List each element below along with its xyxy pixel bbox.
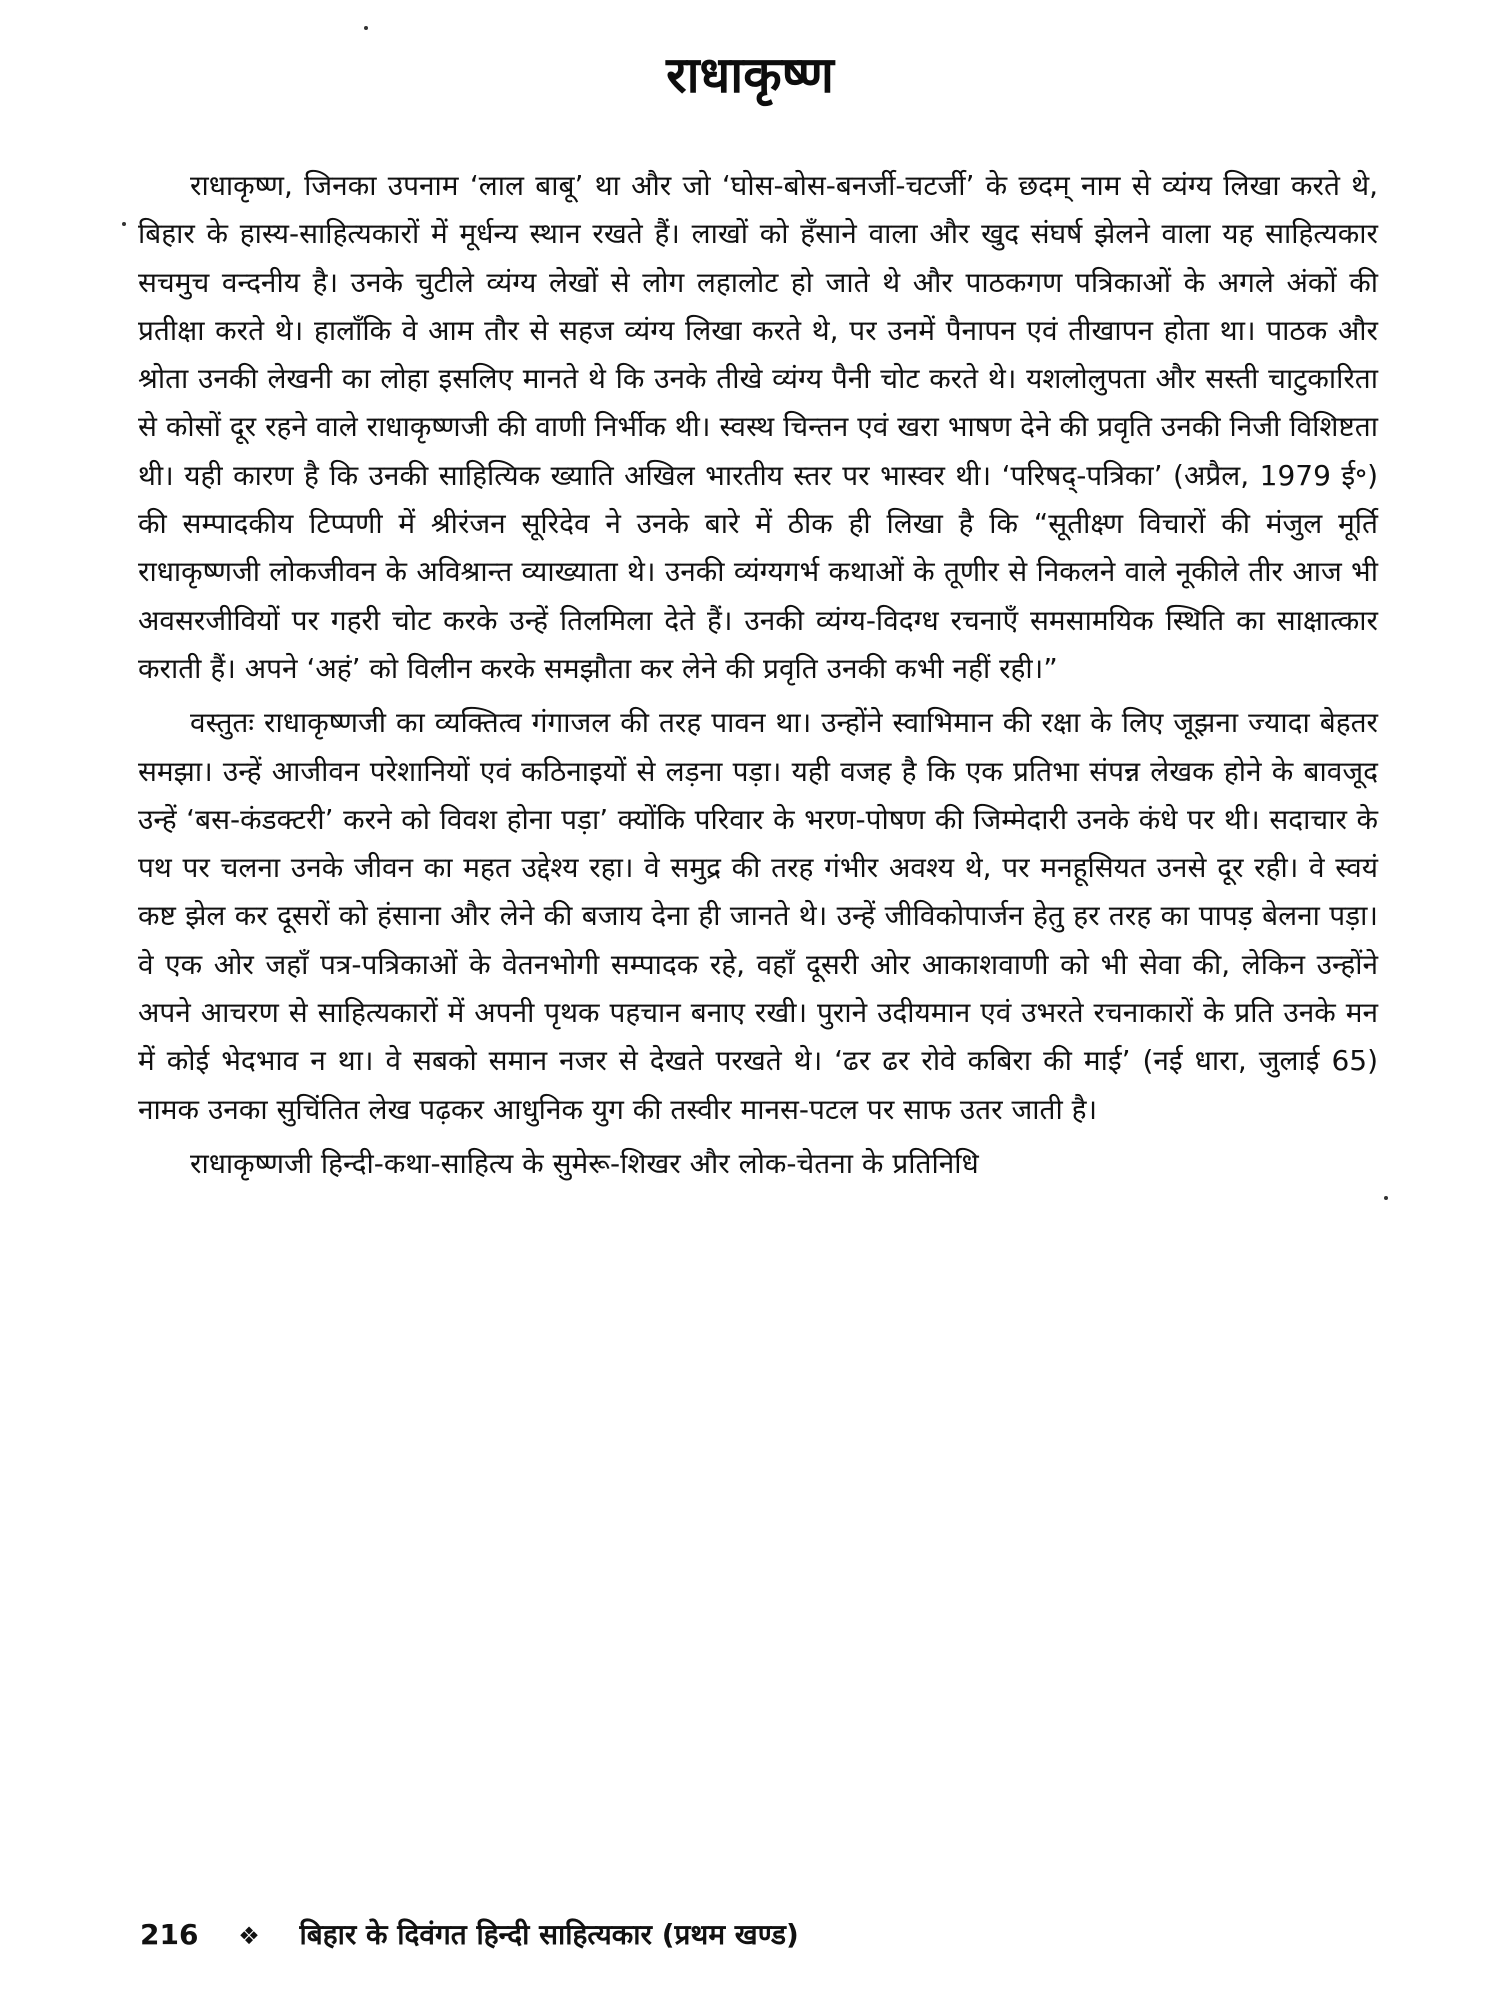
paragraph-2: वस्तुतः राधाकृष्णजी का व्यक्तित्व गंगाजल की तरह पावन था। उन्होंने स्वाभिमान की रक्षा के लिए जूझना ज्यादा बेहतर समझा। उन्हें आजीवन परेशानियों एवं कठिनाइयों से लड़ना पड़ा। यही वजह है कि एक प्रतिभा संपन्न लेखक होने के बावजूद उन्हें ‘बस-कंडक्टरी’ करने को विवश होना पड़ा’ क्योंकि परिवार के भरण-पोषण की जिम्मेदारी उनके कंधे पर थी। सदाचार के पथ पर चलना उनके जीवन का महत उद्देश्य रहा। वे समुद्र की तरह गंभीर अवश्य थे, पर मनहूसियत उनसे दूर रही। वे स्वयं कष्ट झेल कर दूसरों को हंसाना और लेने की बजाय देना ही जानते थे। उन्हें जीविकोपार्जन हेतु हर तरह का पापड़ बेलना पड़ा। वे एक ओर जहाँ पत्र-पत्रिकाओं के वेतनभोगी सम्पादक रहे, वहाँ दूसरी ओर आकाशवाणी को भी सेवा की, लेकिन उन्होंने अपने आचरण से साहित्यकारों में अपनी पृथक पहचान बनाए रखी। पुराने उदीयमान एवं उभरते रचनाकारों के प्रति उनके मन में कोई भेदभाव न था। वे सबको समान नजर से देखते परखते थे। ‘ढर ढर रोवे कबिरा की माई’ (नई धारा, जुलाई 65) नामक उनका सुचिंतित लेख पढ़कर आधुनिक युग की तस्वीर मानस-पटल पर साफ उतर जाती है। <box>138 706 1378 1126</box>
paragraph-1: राधाकृष्ण, जिनका उपनाम ‘लाल बाबू’ था और जो ‘घोस-बोस-बनर्जी-चटर्जी’ के छदम् नाम से व्यंग्य लिखा करते थे, बिहार के हास्य-साहित्यकारों में मूर्धन्य स्थान रखते हैं। लाखों को हँसाने वाला और खुद संघर्ष झेलने वाला यह साहित्यकार सचमुच वन्दनीय है। उनके चुटीले व्यंग्य लेखों से लोग लहालोट हो जाते थे और पाठकगण पत्रिकाओं के अगले अंकों की प्रतीक्षा करते थे। हालाँकि वे आम तौर से सहज व्यंग्य लिखा करते थे, पर उनमें पैनापन एवं तीखापन होता था। पाठक और श्रोता उनकी लेखनी का लोहा इसलिए मानते थे कि उनके तीखे व्यंग्य पैनी चोट करते थे। यशलोलुपता और सस्ती चाटुकारिता से कोसों दूर रहने वाले राधाकृष्णजी की वाणी निर्भीक थी। स्वस्थ चिन्तन एवं खरा भाषण देने की प्रवृति उनकी निजी विशिष्टता थी। यही कारण है कि उनकी साहित्यिक ख्याति अखिल भारतीय स्तर पर भास्वर थी। ‘परिषद्-पत्रिका’ (अप्रैल, 1979 ई॰) की सम्पादकीय टिप्पणी में श्रीरंजन सूरिदेव ने उनके बारे में ठीक ही लिखा है कि “सूतीक्ष्ण विचारों की मंजुल मूर्ति राधाकृष्णजी लोकजीवन के अविश्रान्त व्याख्याता थे। उनकी व्यंग्यगर्भ कथाओं के तूणीर से निकलने वाले नूकीले तीर आज भी अवसरजीवियों पर गहरी चोट करके उन्हें तिलमिला देते हैं। उनकी व्यंग्य-विदग्ध रचनाएँ समसामयिक स्थिति का साक्षात्कार कराती हैं। अपने ‘अहं’ को विलीन करके समझौता कर लेने की प्रवृति उनकी कभी नहीं रही।” <box>138 169 1378 685</box>
paragraph-3: राधाकृष्णजी हिन्दी-कथा-साहित्य के सुमेरू-शिखर और लोक-चेतना के प्रतिनिधि <box>190 1146 979 1180</box>
ornament-icon: ❖ <box>238 1922 260 1950</box>
page-footer <box>140 1915 1380 1956</box>
running-footer-title: बिहार के दिवंगत हिन्दी साहित्यकार (प्रथम खण्ड) <box>299 1918 799 1951</box>
scan-speck <box>364 26 368 30</box>
page-title: राधाकृष्ण <box>666 46 834 104</box>
scan-speck <box>122 222 126 226</box>
article-body <box>138 162 1378 1194</box>
scan-speck <box>1384 1196 1388 1200</box>
page-number: 216 <box>140 1918 199 1951</box>
